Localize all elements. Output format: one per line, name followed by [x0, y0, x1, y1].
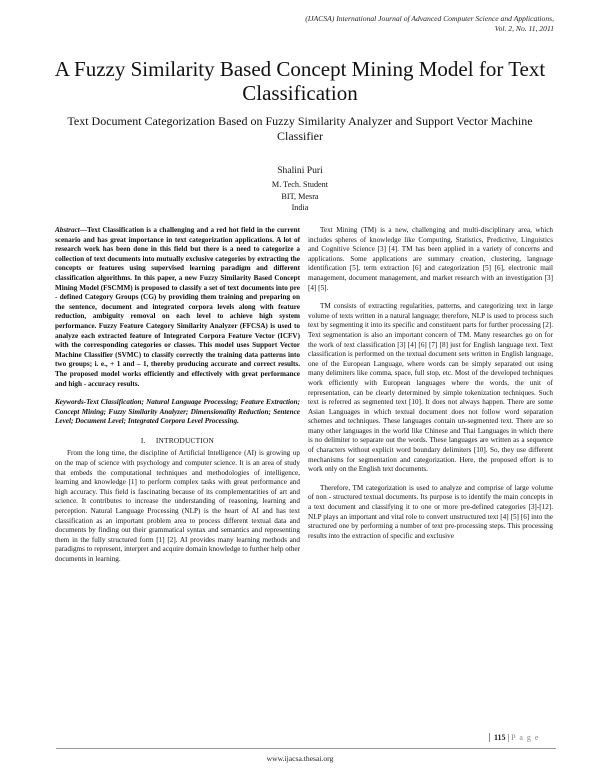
keywords: Keywords-Text Classification; Natural Language Processing; Feature Extraction; Concept Mining; Fuzzy Similarity Analyzer; Dimensionality Reduction; Sentence Level; Document Level; Integrated Corpora Level Processing. [55, 398, 300, 426]
right-column [308, 226, 553, 541]
paper-subtitle: Text Document Categorization Based on Fuzzy Similarity Analyzer and Support Vector Machine Classifier [67, 114, 533, 143]
journal-header [154, 14, 554, 34]
abstract-text: Text Classification is a challenging and a red hot field in the current scenario and has great importance in text categorization applications. A lot of research work has been done in this field but there is a need to categorize a collection of text documents into mutually exclusive categories by extracting the concepts or features using supervised learning paradigm and different classification algorithms. In this paper, a new Fuzzy Similarity Based Concept Mining Model (FSCMM) is proposed to classify a set of text documents into pre - defined Category Groups (CG) by providing them training and preparing on the sentence, document and integrated corpora levels along with feature reduction, ambiguity removal on each level to achieve high system performance. Fuzzy Feature Category Similarity Analyzer (FFCSA) is used to analyze each extracted feature of Integrated Corpora Feature Vector (ICFV) with the corresponding categories or classes. This model uses Support Vector Machine Classifier (SVMC) to classify correctly the training data patterns into two groups; i. e., + 1 and – 1, thereby producing accurate and correct results. The proposed model works efficiently and effectively with great performance and high - accuracy results. [55, 226, 300, 388]
footer-rule [56, 748, 556, 749]
abstract-label: Abstract [55, 226, 80, 234]
page-number-value: 115 [494, 733, 506, 742]
journal-header-line2: Vol. 2, No. 11, 2011 [494, 24, 554, 33]
author-block [200, 164, 400, 214]
paper-title: A Fuzzy Similarity Based Concept Mining Model for Text Classification [54, 57, 546, 105]
right-paragraph-3: Therefore, TM categorization is used to analyze and comprise of large volume of non - structured textual documents. Its purpose is to identify the main concepts in a text document and classifying it to one or more pre-defined categories [3]-[12]. NLP plays an important and vital role to convert unstructured text [4] [5] [6] into the structured one by performing a number of text pre-processing steps. This processing results into the extraction of specific and exclusive [308, 483, 553, 540]
author-degree: M. Tech. Student [271, 180, 329, 189]
footer-url: www.ijacsa.thesai.org [266, 754, 334, 763]
page-number-label: P a g e [511, 733, 540, 742]
abstract: Abstract—Text Classification is a challenging and a red hot field in the current scenario and has great importance in text categorization applications. A lot of research work has been done in this field but there is a need to categorize a collection of text documents into mutually exclusive categories by extracting the concepts or features using supervised learning paradigm and different classification algorithms. In this paper, a new Fuzzy Similarity Based Concept Mining Model (FSCMM) is proposed to classify a set of text documents into pre - defined Category Groups (CG) by providing them training and preparing on the sentence, document and integrated corpora levels along with feature reduction, ambiguity removal on each level to achieve high system performance. Fuzzy Feature Category Similarity Analyzer (FFCSA) is used to analyze each extracted feature of Integrated Corpora Feature Vector (ICFV) with the corresponding categories or classes. This model uses Support Vector Machine Classifier (SVMC) to classify correctly the training data patterns into two groups; i. e., + 1 and – 1, thereby producing accurate and correct results. The proposed model works efficiently and effectively with great performance and high - accuracy results. [55, 226, 300, 388]
author-institution: BIT, Mesra [281, 191, 319, 201]
author-country: India [291, 203, 309, 212]
author-name: Shalini Puri [277, 165, 323, 176]
section-heading-introduction: I. INTRODUCTION [140, 435, 215, 445]
left-column [55, 226, 300, 565]
page-number: 115 | P a g e [489, 733, 539, 742]
right-paragraph-2: TM consists of extracting regularities, patterns, and categorizing text in large volume of texts written in a natural language; therefore, NLP is used to process such text by segmenting it into its specific and constituent parts for further processing [2]. Text segmentation is also an important concern of TM. Many researches go on for the work of text classification [3] [4] [6] [7] [8] just for English language text. Text classification is performed on the textual document sets written in English language, one of the European Language, where words can be simply separated out using many delimiters like comma, space, full stop, etc. Most of the developed techniques work efficiently with European languages where the words, the unit of representation, can be clearly determined by simple tokenization techniques. Such text is referred as segmented text [10]. It does not always happen. There are some Asian Languages in which textual document does not follow word separation schemes and techniques. These languages contain un-segmented text. There are so many other languages in the world like Chinese and Thai Languages in which there is no delimiter to separate out the words. These languages are written as a sequence of characters without explicit word boundary delimiters [10]. So, they use different mechanisms for segmentation and categorization. Here, the proposed effort is to work only on the English text documents. [308, 302, 553, 474]
introduction-paragraph-1: From the long time, the discipline of Artificial Intelligence (AI) is growing up on the map of science with psychology and computer science. It is an area of study that embeds the computational techniques and methodologies of intelligence, learning and knowledge [1] to perform complex tasks with great performance and high accuracy. This field is fascinating because of its complementarities of art and science. It contributes to increase the understanding of reasoning, learning and perception. Natural Language Processing (NLP) is the heart of AI and has text classification as an important problem area to process different textual data and documents by finding out their grammatical syntax and semantics and representing them in the fully structured form [1] [2]. AI provides many learning methods and paradigms to represent, interpret and acquire domain knowledge to further help other documents in learning. [55, 449, 300, 563]
journal-header-line1: (IJACSA) International Journal of Advanced Computer Science and Applications, [305, 14, 554, 23]
right-paragraph-1: Text Mining (TM) is a new, challenging and multi-disciplinary area, which includes spheres of knowledge like Computing, Statistics, Predictive, Linguistics and Cognitive Science [3] [4]. TM has been applied in a variety of concerns and applications. Some applications are summary creation, clustering, language identification [5], term extraction [6] and categorization [5] [6], electronic mail management, document management, and market research with an investigation [3] [4] [5]. [308, 226, 553, 292]
